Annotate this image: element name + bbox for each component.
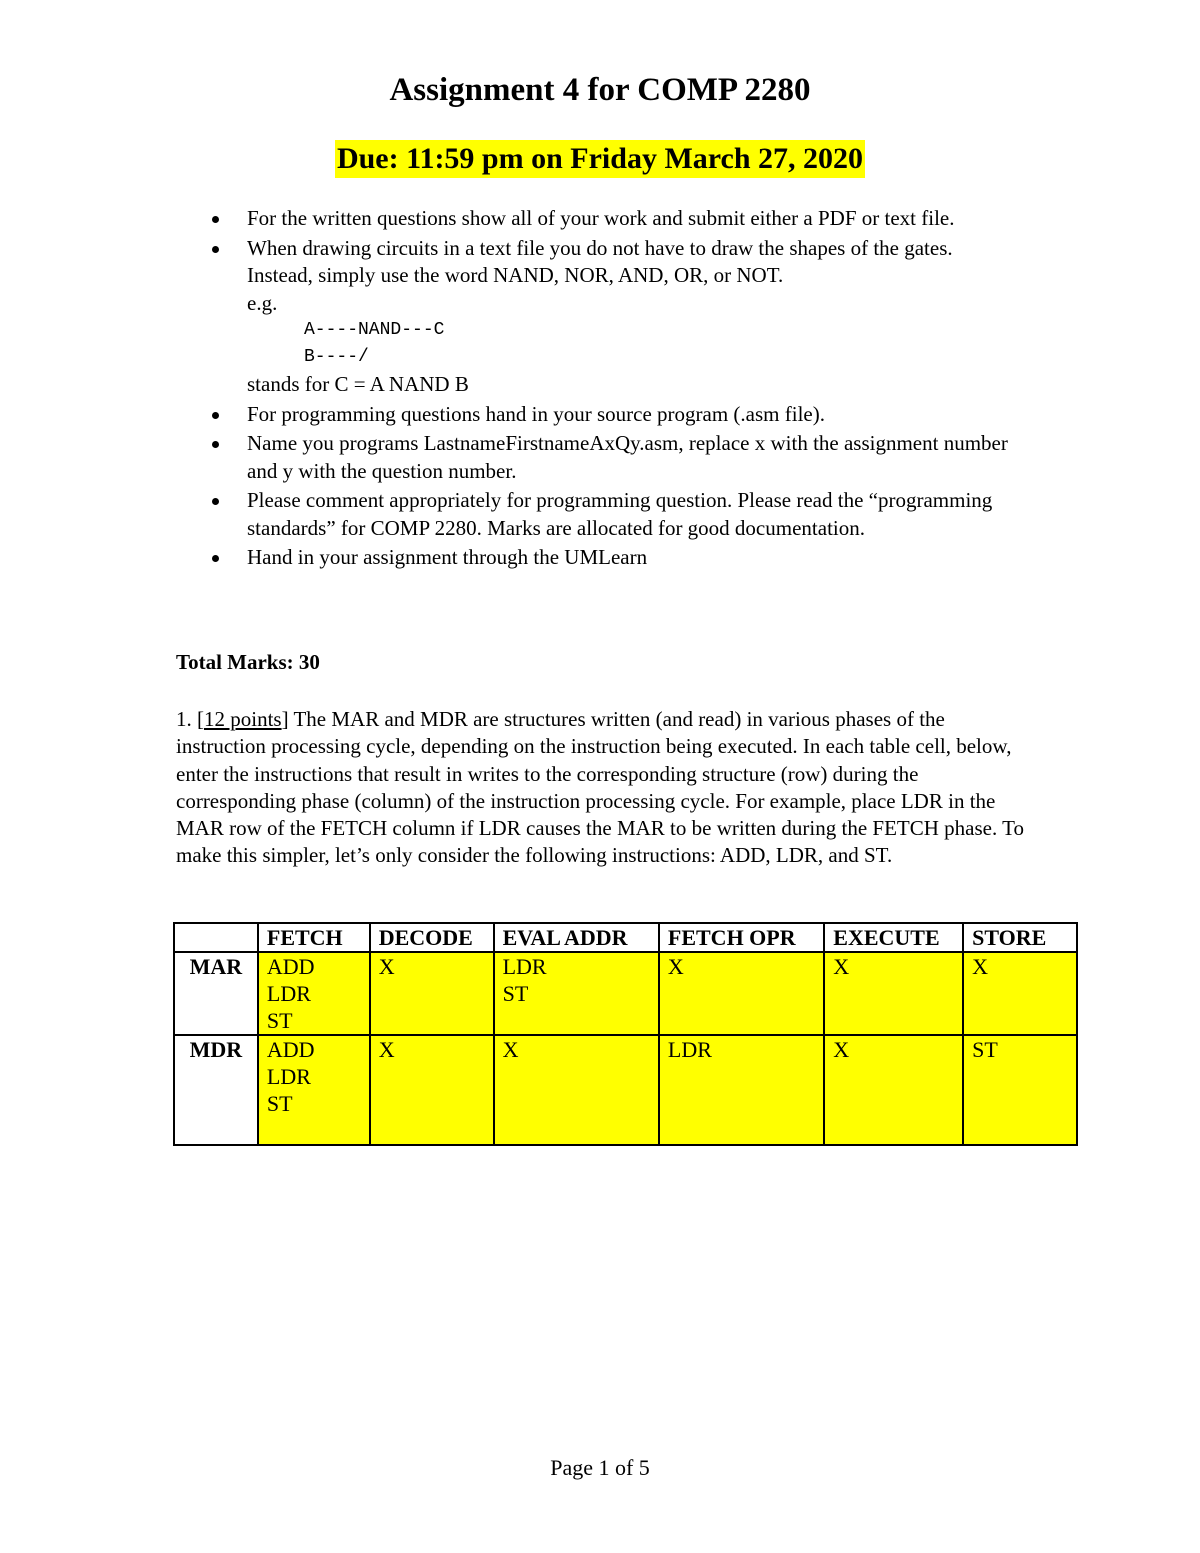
list-item bbox=[210, 235, 1020, 399]
page-title: Assignment 4 for COMP 2280 bbox=[389, 72, 811, 108]
cell-entry: ST bbox=[266, 1091, 293, 1116]
table-cell bbox=[494, 952, 659, 1035]
table-cell bbox=[258, 952, 370, 1035]
cell-entry: LDR bbox=[266, 1064, 311, 1089]
header-cell bbox=[174, 923, 258, 952]
cell-entry: X bbox=[833, 1037, 850, 1062]
cell-entry: ADD bbox=[266, 954, 315, 979]
cell-entry: ST bbox=[972, 1037, 998, 1062]
due-date-line bbox=[0, 140, 1200, 178]
table-cell bbox=[370, 952, 494, 1035]
cell-entry: LDR bbox=[502, 954, 547, 979]
cell-entry: LDR bbox=[667, 1037, 712, 1062]
bullet-icon bbox=[212, 498, 219, 505]
table-cell bbox=[494, 1035, 659, 1145]
table-row bbox=[174, 952, 1077, 1035]
bullet-icon bbox=[212, 555, 219, 562]
example-label: e.g. bbox=[247, 290, 278, 315]
cell-entry: X bbox=[502, 1037, 519, 1062]
question-points: 12 points bbox=[204, 707, 282, 731]
table-cell bbox=[824, 1035, 963, 1145]
bullet-icon bbox=[212, 412, 219, 419]
header-cell: STORE bbox=[963, 923, 1077, 952]
table-cell bbox=[370, 1035, 494, 1145]
row-label: MDR bbox=[174, 1035, 258, 1145]
bullet-icon bbox=[212, 216, 219, 223]
list-item bbox=[210, 401, 1020, 429]
list-item bbox=[210, 544, 1020, 572]
cell-entry: X bbox=[378, 954, 395, 979]
total-marks: Total Marks: 30 bbox=[176, 650, 320, 674]
list-item bbox=[210, 487, 1020, 542]
header-cell: FETCH OPR bbox=[659, 923, 824, 952]
table-cell bbox=[824, 952, 963, 1035]
due-date-highlight: Due: 11:59 pm on Friday March 27, 2020 bbox=[335, 140, 865, 178]
cell-entry: ADD bbox=[266, 1037, 315, 1062]
list-item-text: When drawing circuits in a text file you do not have to draw the shapes of the gates. Instead, simply use the word NAND, NOR, AND, OR, or NOT. bbox=[247, 235, 953, 287]
table-cell bbox=[258, 1035, 370, 1145]
table-cell bbox=[963, 952, 1077, 1035]
list-item-text: Name you programs LastnameFirstnameAxQy.asm, replace x with the assignment number and y with the question number. bbox=[247, 431, 1008, 483]
cell-entry: ST bbox=[502, 981, 529, 1006]
cell-entry: LDR bbox=[266, 981, 311, 1006]
cell-entry: X bbox=[378, 1037, 395, 1062]
list-item-text: For the written questions show all of your work and submit either a PDF or text file. bbox=[247, 206, 955, 230]
list-item-text: Please comment appropriately for programming question. Please read the “programming standards” for COMP 2280. Marks are allocated for good documentation. bbox=[247, 488, 993, 540]
row-label: MAR bbox=[174, 952, 258, 1035]
table-cell bbox=[963, 1035, 1077, 1145]
list-item bbox=[210, 205, 1020, 233]
header-cell: DECODE bbox=[370, 923, 494, 952]
list-item bbox=[210, 430, 1020, 485]
table-cell bbox=[659, 952, 824, 1035]
table-row bbox=[174, 1035, 1077, 1145]
question-text: ] The MAR and MDR are structures written (and read) in various phases of the instruction processing cycle, depending on the instruction being executed. In each table cell, below, enter the instructions that result in writes to the corresponding structure (row) during the corresponding phase (column) of the instruction processing cycle. For example, place LDR in the MAR row of the FETCH column if LDR causes the MAR to be written during the FETCH phase. To make this simpler, let’s only consider the following instructions: ADD, LDR, and ST. bbox=[176, 707, 1024, 868]
list-item-text: Hand in your assignment through the UMLearn bbox=[247, 545, 648, 569]
header-cell: EXECUTE bbox=[824, 923, 963, 952]
cell-entry: X bbox=[972, 954, 989, 979]
list-item-text: For programming questions hand in your source program (.asm file). bbox=[247, 401, 825, 426]
bullet-icon bbox=[212, 246, 219, 253]
cell-entry: X bbox=[667, 954, 684, 979]
page-number: Page 1 of 5 bbox=[550, 1455, 650, 1480]
question-number: 1. [ bbox=[176, 707, 204, 731]
header-cell: EVAL ADDR bbox=[494, 923, 659, 952]
circuit-example-line-2: B----/ bbox=[304, 347, 369, 367]
circuit-explanation: stands for C = A NAND B bbox=[247, 372, 469, 396]
phase-table bbox=[173, 922, 1078, 1146]
header-cell: FETCH bbox=[258, 923, 370, 952]
table-cell bbox=[659, 1035, 824, 1145]
question-1 bbox=[176, 706, 1026, 870]
table-header-row bbox=[174, 923, 1077, 952]
cell-entry: ST bbox=[266, 1008, 293, 1033]
instructions-list bbox=[210, 205, 1020, 574]
circuit-example-line-1: A----NAND---C bbox=[304, 320, 445, 340]
cell-entry: X bbox=[833, 954, 850, 979]
bullet-icon bbox=[212, 441, 219, 448]
